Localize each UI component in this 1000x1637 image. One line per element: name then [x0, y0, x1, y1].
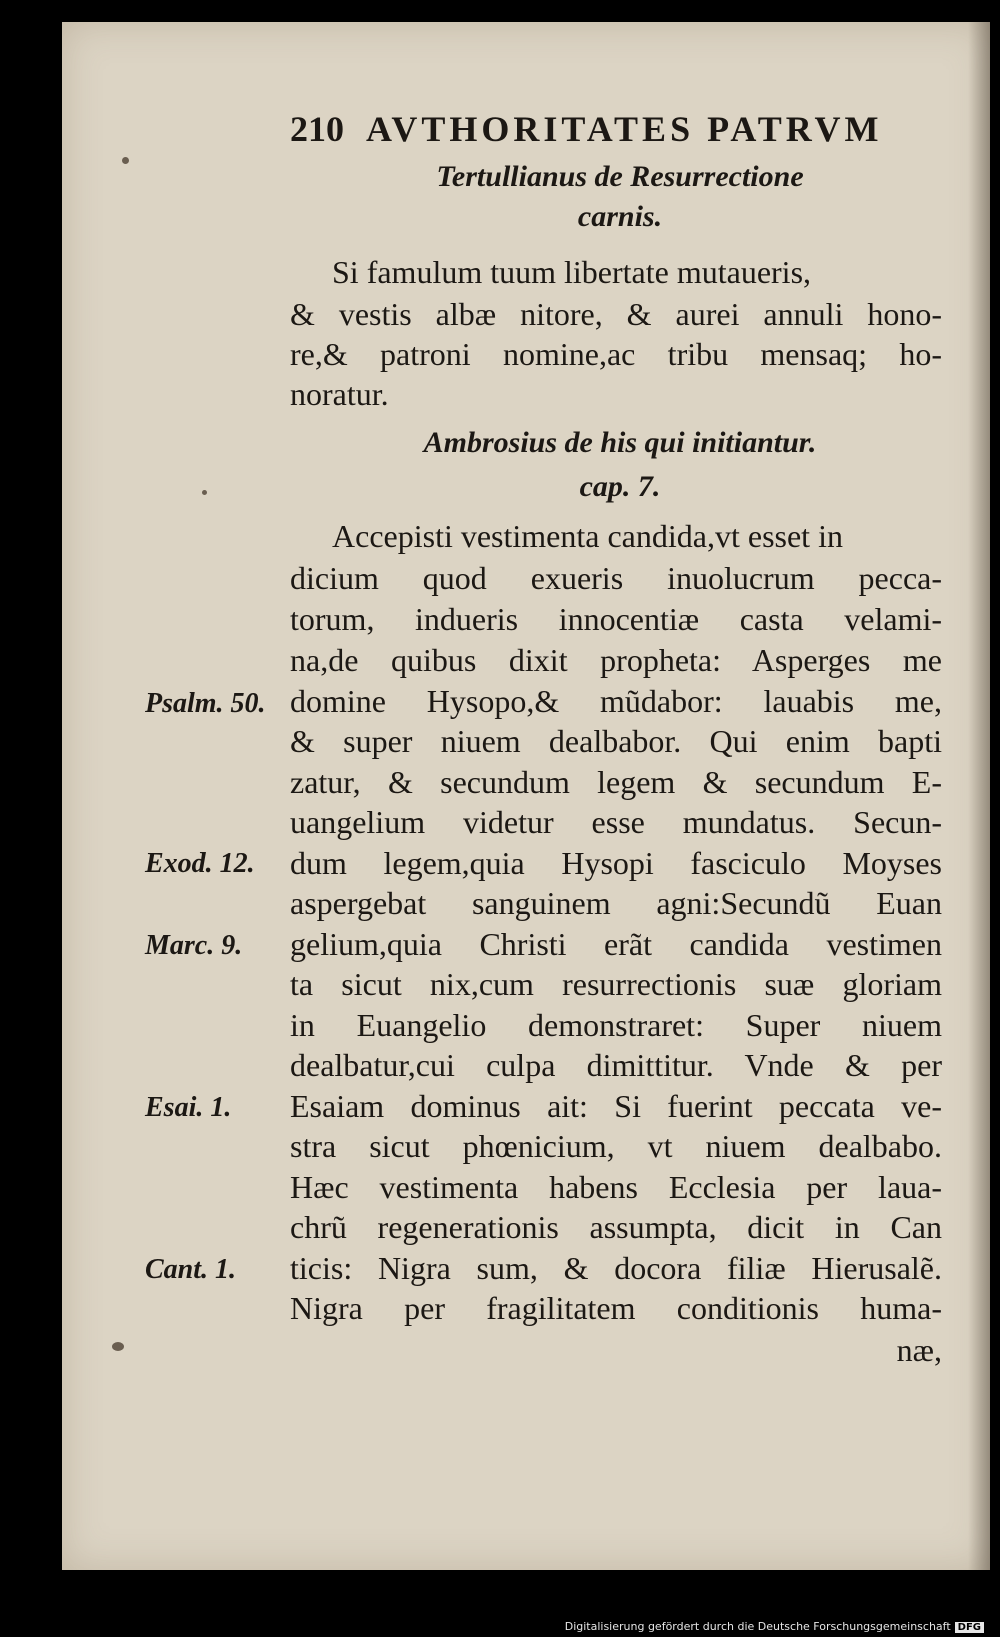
paper-speck [112, 1342, 124, 1351]
section-heading: Ambrosius de his qui initiantur. [423, 426, 817, 459]
page-number: 210 [290, 109, 344, 149]
text-line: noratur. [290, 376, 389, 412]
text-line: domine Hysopo,& mũdabor: lauabis me, [290, 683, 942, 719]
text-line: in Euangelio demonstraret: Super niuem [290, 1007, 942, 1043]
text-line: aspergebat sanguinem agni:Secundũ Euan [290, 885, 942, 921]
text-line: Hæc vestimenta habens Ecclesia per laua- [290, 1169, 942, 1205]
text-line: uangelium videtur esse mundatus. Secun- [290, 804, 942, 840]
text-line: torum, indueris innocentiæ casta velami- [290, 601, 942, 637]
digitization-footer [565, 1620, 984, 1633]
section-heading: carnis. [577, 200, 663, 233]
margin-note-mark: Marc. 9. [145, 930, 243, 961]
section-heading: Tertullianus de Resurrectione [436, 160, 804, 193]
text-line: re,& patroni nomine,ac tribu mensaq; ho- [290, 336, 942, 372]
text-line: dealbatur,cui culpa dimittitur. Vnde & per [290, 1047, 942, 1083]
text-line: & vestis albæ nitore, & aurei annuli hono- [290, 296, 942, 332]
running-title: AVTHORITATES PATRVM [366, 109, 883, 149]
text-line: stra sicut phœnicium, vt niuem dealbabo. [290, 1128, 942, 1164]
text-line: gelium,quia Christi erãt candida vestimen [290, 926, 942, 962]
paper-speck [122, 157, 129, 164]
paper-speck [202, 490, 207, 495]
dfg-logo: DFG [955, 1622, 984, 1633]
text-line: ta sicut nix,cum resurrectionis suæ gloriam [290, 966, 942, 1002]
margin-note-psalm: Psalm. 50. [145, 688, 266, 719]
text-line: Accepisti vestimenta candida,vt esset in [332, 518, 843, 554]
text-line: Esaiam dominus ait: Si fuerint peccata ve- [290, 1088, 942, 1124]
section-heading: cap. 7. [579, 470, 661, 503]
text-line: Si famulum tuum libertate mutaueris, [332, 254, 812, 290]
text-line: Nigra per fragilitatem conditionis huma- [290, 1290, 942, 1326]
footer-text: Digitalisierung gefördert durch die Deutsche Forschungsgemeinschaft [564, 1620, 951, 1633]
running-header [290, 108, 882, 150]
page-binding-shadow [968, 22, 990, 1570]
text-line: chrũ regenerationis assumpta, dicit in Can [290, 1209, 942, 1245]
text-line: & super niuem dealbabor. Qui enim bapti [290, 723, 942, 759]
text-line: ticis: Nigra sum, & docora filiæ Hierusalẽ. [290, 1250, 942, 1286]
text-line: dicium quod exueris inuolucrum pecca- [290, 560, 942, 596]
margin-note-exodus: Exod. 12. [145, 848, 255, 879]
text-line: dum legem,quia Hysopi fasciculo Moyses [290, 845, 942, 881]
catchword: næ, [896, 1332, 942, 1368]
margin-note-isaiah: Esai. 1. [145, 1092, 232, 1123]
text-line: zatur, & secundum legem & secundum E- [290, 764, 942, 800]
text-line: na,de quibus dixit propheta: Asperges me [290, 642, 942, 678]
margin-note-canticles: Cant. 1. [145, 1254, 237, 1285]
